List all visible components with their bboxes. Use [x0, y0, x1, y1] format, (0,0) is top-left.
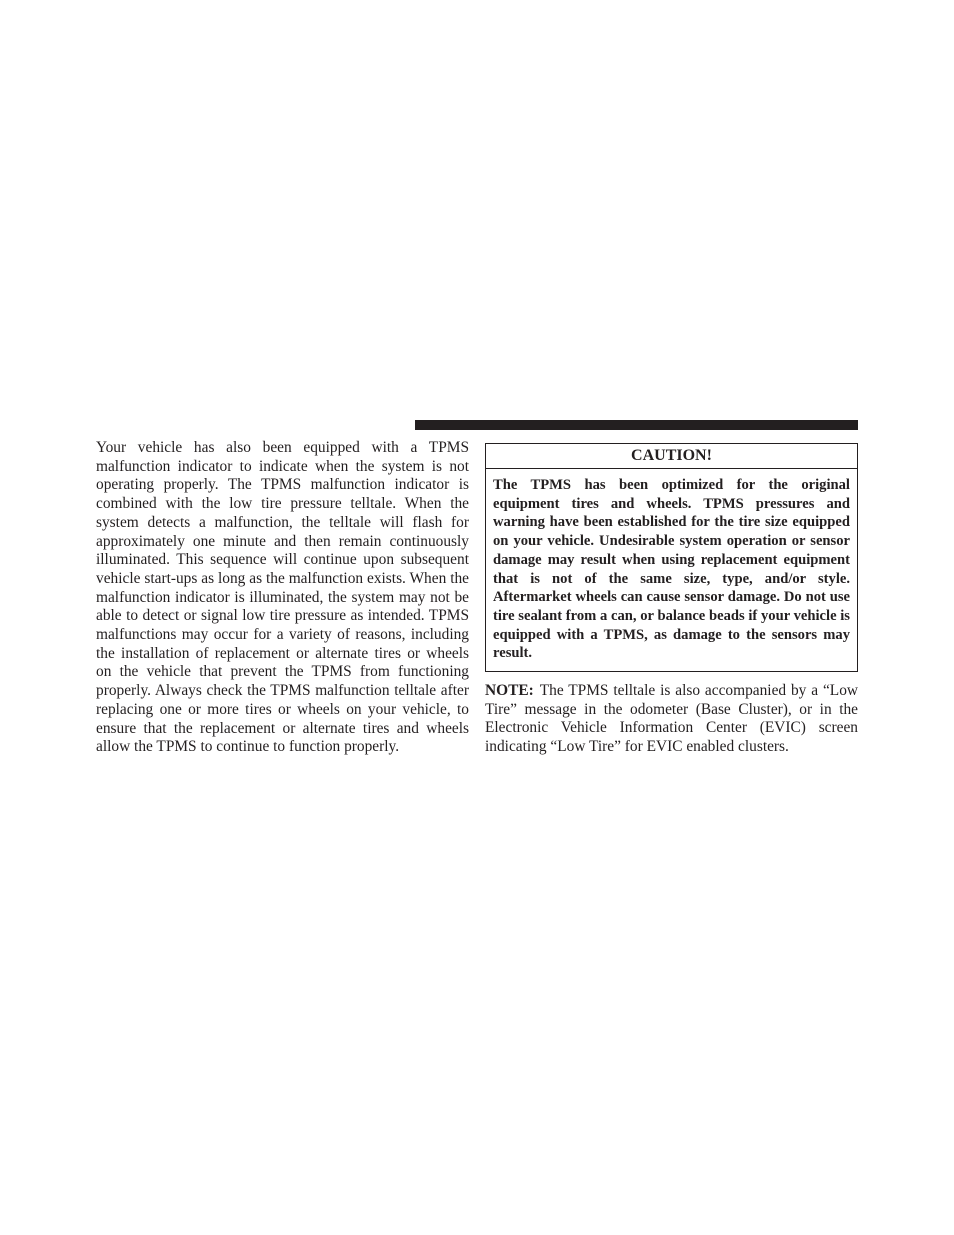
left-column	[96, 439, 469, 757]
caution-body: The TPMS has been optimized for the original equipment tires and wheels. TPMS pressures and warning have been established for the tire size equipped on your vehicle. Undesirable system operation or sensor damage may result when using replacement equipment that is not of the same size, type, and/or style. Aftermarket wheels can cause sensor damage. Do not use tire sealant from a can, or balance beads if your vehicle is equipped with a TPMS, as damage to the sensors may result.	[493, 477, 850, 662]
note-text: The TPMS telltale is also accompanied by a “Low Tire” message in the odometer (Base Cluster), or in the Electronic Vehicle Information Center (EVIC) screen indicating “Low Tire” for EVIC enabled clusters.	[485, 682, 858, 756]
caution-title: CAUTION!	[486, 444, 857, 469]
section-header-bar	[415, 420, 858, 430]
caution-box	[485, 443, 858, 672]
note-label: NOTE:	[485, 682, 534, 699]
note-paragraph	[485, 682, 858, 757]
tpms-malfunction-paragraph: Your vehicle has also been equipped with a TPMS malfunction indicator to indicate when the system is not operating properly. The TPMS malfunction indicator is combined with the low tire pressure telltale. When the system detects a malfunction, the telltale will flash for approximately one minute and then remain continuously illuminated. This sequence will continue upon subsequent vehicle start-ups as long as the malfunction exists. When the malfunction indicator is illuminated, the system may not be able to detect or signal low tire pressure as intended. TPMS malfunctions may occur for a variety of reasons, including the installation of replacement or alternate tires or wheels on the vehicle that prevent the TPMS from functioning properly. Always check the TPMS malfunction telltale after replacing one or more tires or wheels on your vehicle, to ensure that the replacement or alternate tires and wheels allow the TPMS to continue to function properly.	[96, 439, 469, 756]
